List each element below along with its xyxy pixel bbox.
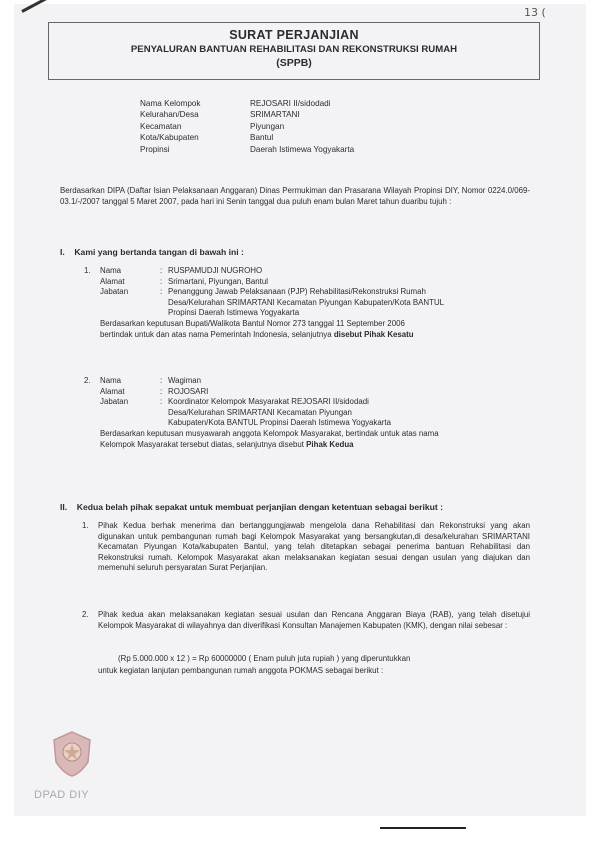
party-1-jabatan-2: Desa/Kelurahan SRIMARTANI Kecamatan Piyungan Kabupaten/Kota BANTUL — [168, 297, 445, 307]
section-2-number: II. — [60, 502, 68, 512]
dpad-emblem-icon — [50, 730, 94, 778]
info-value: SRIMARTANI — [250, 110, 300, 120]
info-label: Kecamatan — [140, 121, 182, 131]
party-2-jabatan-1: Koordinator Kelompok Masyarakat REJOSARI II/sidodadi — [168, 397, 369, 407]
party-2-jabatan-row-3 — [84, 418, 538, 429]
section-1-number: I. — [60, 247, 65, 257]
spacer — [84, 308, 100, 319]
document-subtitle: PENYALURAN BANTUAN REHABILITASI DAN REKONSTRUKSI RUMAH — [130, 44, 458, 55]
party-2-nama: Wagiman — [168, 376, 202, 385]
info-value: Daerah Istimewa Yogyakarta — [250, 144, 355, 154]
info-row — [140, 98, 354, 109]
spacer — [160, 308, 168, 319]
watermark: DPAD DIY — [34, 789, 90, 801]
spacer — [84, 418, 100, 429]
party-1-basis-1: Berdasarkan keputusan Bupati/Walikota Bantul Nomor 273 tanggal 11 September 2006 — [100, 318, 405, 328]
party-2-alamat: ROJOSARI — [168, 386, 209, 396]
party-1-nama: RUSPAMUDJI NUGROHO — [168, 266, 263, 275]
document-abbreviation: (SPPB) — [276, 57, 312, 69]
info-row — [140, 144, 354, 155]
page-number: 13 ( — [524, 6, 546, 19]
party-1-nama-row — [84, 266, 538, 277]
party-2-jabatan-row — [84, 397, 538, 408]
party-1-jabatan-label: Jabatan — [100, 287, 129, 297]
clause-2-tail: untuk kegiatan lanjutan pembangunan rumah anggota POKMAS sebagai berikut : — [98, 666, 384, 675]
party-2 — [84, 376, 538, 450]
colon: : — [160, 376, 163, 385]
section-1-title: Kami yang bertanda tangan di bawah ini : — [74, 247, 244, 257]
clause-2-number: 2. — [82, 610, 89, 619]
info-row — [140, 121, 354, 132]
info-row — [140, 109, 354, 120]
spacer — [100, 418, 160, 429]
spacer — [100, 308, 160, 319]
section-1-heading — [60, 247, 244, 257]
party-2-number: 2. — [84, 376, 91, 385]
clause-1-text: Pihak Kedua berhak menerima dan bertanggungjawab mengelola dana Rehabilitasi dan Rekonstruksi yang akan digunakan untuk pembangunan rumah bagi Kelompok Masyarakat yang bersangkutan,di desa/kelurahan SRIMARTANI Kecamatan Piyungan Kota/kabupaten Bantul, yang telah ditetapkan sebagai penerima bantuan Rehabilitasi dan Rekonstruksi rumah. Kelompok Masyarakat akan melaksanakan kegiatan sesuai dengan usulan yang diajukan dan memenuhi seluruh persyaratan Surat Perjanjian. — [98, 521, 530, 573]
party-2-jabatan-row-2 — [84, 408, 538, 419]
party-1-jabatan-row-2 — [84, 298, 538, 309]
clause-1-number: 1. — [82, 521, 89, 530]
party-1-basis-2 — [100, 330, 538, 341]
party-2-alamat-row — [84, 387, 538, 398]
colon: : — [160, 397, 163, 407]
party-2-jabatan-label: Jabatan — [100, 397, 129, 407]
party-2-jabatan-2: Desa/Kelurahan SRIMARTANI Kecamatan Piyungan — [168, 407, 352, 417]
party-1-alamat: Srimartani, Piyungan, Bantul — [168, 276, 269, 286]
section-2-title: Kedua belah pihak sepakat untuk membuat perjanjian dengan ketentuan sebagai berikut : — [76, 502, 444, 512]
party-1-number: 1. — [84, 266, 91, 275]
clause-2-text: Pihak kedua akan melaksanakan kegiatan sesuai usulan dan Rencana Anggaran Biaya (RAB), yang telah disetujui Kelompok Masyarakat di wilayahnya dan diverifikasi Konsultan Manajemen Kabupaten (KMK), dengan nilai sebesar : — [98, 610, 530, 630]
party-2-nama-row — [84, 376, 538, 387]
document-title: SURAT PERJANJIAN — [229, 28, 359, 42]
party-2-basis-2-text: Kelompok Masyarakat tersebut diatas, selanjutnya disebut — [100, 439, 304, 449]
info-value: REJOSARI II/sidodadi — [250, 99, 331, 108]
bottom-rule — [380, 827, 466, 829]
info-label: Nama Kelompok — [140, 99, 201, 108]
info-label: Kelurahan/Desa — [140, 110, 199, 120]
spacer — [84, 408, 100, 419]
party-1-jabatan-1: Penanggung Jawab Pelaksanaan (PJP) Rehabilitasi/Rekonstruksi Rumah — [168, 287, 426, 297]
title-box — [48, 22, 540, 80]
party-1-jabatan-row — [84, 287, 538, 298]
spacer — [160, 418, 168, 429]
clause-2-formula: (Rp 5.000.000 x 12 ) = Rp 60000000 ( Enam puluh juta rupiah ) yang diperuntukkan — [118, 654, 411, 663]
party-2-nama-label: Nama — [100, 376, 122, 385]
section-2-heading — [60, 502, 443, 512]
colon: : — [160, 287, 163, 297]
spacer — [84, 298, 100, 309]
party-1-nama-label: Nama — [100, 266, 122, 275]
party-2-alamat-label: Alamat — [100, 386, 125, 396]
colon: : — [160, 386, 163, 396]
spacer — [100, 408, 160, 419]
spacer — [100, 298, 160, 309]
party-1-role: disebut Pihak Kesatu — [333, 329, 414, 339]
info-value: Piyungan — [250, 121, 285, 131]
spacer — [84, 387, 100, 398]
spacer — [160, 408, 168, 419]
colon: : — [160, 276, 163, 286]
info-label: Kota/Kabupaten — [140, 133, 199, 143]
info-label: Propinsi — [140, 144, 170, 154]
spacer — [84, 277, 100, 288]
spacer — [84, 287, 100, 298]
party-2-role: Pihak Kedua — [306, 439, 354, 449]
party-1-basis-2-text: bertindak untuk dan atas nama Pemerintah Indonesia, selanjutnya — [100, 329, 332, 339]
info-value: Bantul — [250, 133, 274, 143]
intro-paragraph: Berdasarkan DIPA (Daftar Isian Pelaksanaan Anggaran) Dinas Permukiman dan Prasarana Wilayah Propinsi DIY, Nomor 0224.0/069-03.1/-/2007 tanggal 5 Maret 2007, pada hari ini Senin tanggal dua puluh enam bulan Maret tahun duaribu tujuh : — [60, 186, 530, 206]
info-row — [140, 132, 354, 143]
party-1-jabatan-3: Propinsi Daerah Istimewa Yogyakarta — [168, 308, 300, 318]
party-2-jabatan-3: Kabupaten/Kota BANTUL Propinsi Daerah Istimewa Yogyakarta — [168, 418, 391, 428]
group-info — [140, 98, 354, 155]
party-1-jabatan-row-3 — [84, 308, 538, 319]
party-2-basis-1: Berdasarkan keputusan musyawarah anggota Kelompok Masyarakat, bertindak untuk atas nama — [100, 428, 439, 438]
spacer — [160, 298, 168, 309]
spacer — [84, 397, 100, 408]
party-1 — [84, 266, 538, 340]
party-2-basis-2 — [100, 440, 538, 451]
colon: : — [160, 266, 163, 275]
party-1-alamat-row — [84, 277, 538, 288]
party-1-alamat-label: Alamat — [100, 276, 125, 286]
